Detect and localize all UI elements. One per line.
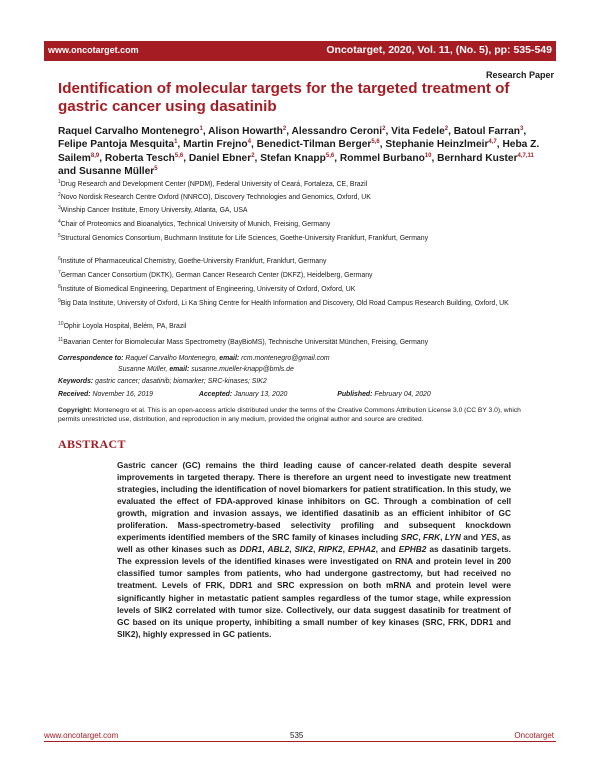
affiliation bbox=[58, 322, 552, 331]
affiliation bbox=[58, 299, 552, 308]
author: Susanne Müller bbox=[78, 166, 155, 178]
gene-name: LYN bbox=[444, 532, 461, 543]
author-affil-ref: 1 bbox=[199, 126, 203, 132]
affiliation bbox=[58, 220, 552, 229]
affiliation bbox=[58, 234, 552, 243]
affiliation-text: Drug Research and Development Center (NPDM), Federal University of Ceará, Fortaleza, CE, Brazil bbox=[60, 181, 368, 188]
accepted-date: January 13, 2020 bbox=[234, 391, 288, 398]
correspondence-label: Correspondence to: bbox=[58, 355, 124, 362]
correspondence-name: Raquel Carvalho Montenegro, bbox=[125, 355, 218, 362]
affiliation-text: Chair of Proteomics and Bioanalytics, Technical University of Munich, Freising, Germany bbox=[60, 221, 331, 228]
gene-name: SIK2 bbox=[294, 544, 313, 555]
author-affil-ref: 2 bbox=[282, 126, 287, 132]
author: Vita Fedele bbox=[391, 126, 445, 137]
affiliation bbox=[58, 338, 552, 347]
affiliation bbox=[58, 257, 552, 266]
affiliation-text: Ophir Loyola Hospital, Belém, PA, Brazil bbox=[63, 323, 187, 330]
keywords-label: Keywords: bbox=[58, 378, 94, 385]
authors-and: and bbox=[58, 166, 77, 178]
author-affil-ref: 4 bbox=[247, 139, 251, 146]
received-label: Received: bbox=[58, 391, 91, 398]
gene-name: ABL2 bbox=[267, 544, 290, 555]
footer-journal-name: Oncotarget bbox=[514, 731, 554, 740]
affiliation-number: 10 bbox=[58, 321, 64, 327]
author: Benedict-Tilman Berger bbox=[256, 139, 372, 151]
author-affil-ref: 2 bbox=[251, 152, 255, 159]
abstract-sep: , bbox=[312, 544, 319, 555]
article-title: Identification of molecular targets for the targeted treatment of gastric cancer using dasatinib bbox=[58, 80, 510, 115]
affiliation-text: Novo Nordisk Research Centre Oxford (NNRCO), Discovery Technologies and Genomics, Oxford, UK bbox=[60, 194, 371, 201]
gene-name: SRC bbox=[400, 532, 419, 543]
affiliation-number: 7 bbox=[58, 270, 61, 276]
abstract-sep: , bbox=[440, 532, 445, 543]
author: Stephanie Heinzlmeir bbox=[385, 139, 489, 151]
affiliation-number: 2 bbox=[58, 192, 61, 198]
correspondence-second bbox=[58, 365, 552, 374]
gene-name: DDR1 bbox=[239, 544, 263, 555]
author: Alessandro Ceroni bbox=[291, 126, 383, 137]
correspondence bbox=[58, 354, 552, 363]
author-affil-ref: 1 bbox=[174, 139, 178, 146]
abstract-sep: , bbox=[262, 544, 268, 555]
author: Heba Z. Sailem bbox=[58, 139, 540, 164]
author-affil-ref: 10 bbox=[424, 152, 432, 159]
affiliation-number: 9 bbox=[58, 298, 61, 304]
author: Roberta Tesch bbox=[104, 152, 175, 164]
affiliation bbox=[58, 285, 552, 294]
gene-name: FRK bbox=[423, 532, 441, 543]
author: Bernhard Kuster bbox=[437, 152, 518, 164]
affiliation bbox=[58, 180, 552, 189]
paper-type-label: Research Paper bbox=[485, 70, 554, 80]
correspondence-email-link[interactable]: susanne.mueller-knapp@bmls.de bbox=[191, 366, 294, 373]
keywords-text: gastric cancer; dasatinib; biomarker; SRC-kinases; SIK2 bbox=[95, 378, 267, 385]
author-affil-ref: 4,7 bbox=[488, 139, 497, 146]
gene-name: EPHB2 bbox=[398, 544, 427, 555]
gene-name: RIPK2 bbox=[318, 544, 343, 555]
author: Martin Frejno bbox=[183, 139, 248, 151]
affiliation bbox=[58, 271, 552, 280]
author-list: Raquel Carvalho Montenegro$^1$, Alison Howarth$^2$, Alessandro Ceroni$^2$, Vita Fedele$^2$, Batoul Farran$^3$, Felipe Pantoja Mesquita$^1$, Martin Frejno$^4$, Benedict-Tilman Berger$^{5,6}$, Stephanie Heinzlmeir$^{4,7}$, Heba Z. Sailem$^{8,9}$, Roberta Tesch$^{5,6}$, Daniel Ebner$^2$, Stefan Knapp$^{5,6}$, Rommel Burbano$^{10}$, Bernhard Kuster$^{4,7,11}$ and Susanne Müller$^5$ bbox=[58, 126, 540, 178]
affiliation-number: 3 bbox=[58, 205, 61, 211]
author-affil-ref: 5,6 bbox=[371, 139, 380, 146]
affiliation-number: 6 bbox=[58, 256, 61, 262]
journal-citation: Oncotarget, 2020, Vol. 11, (No. 5), pp: 535-549 bbox=[326, 44, 552, 56]
copyright-label: Copyright: bbox=[58, 407, 92, 414]
affiliation-text: German Cancer Consortium (DKTK), German Cancer Research Center (DKFZ), Heidelberg, Germany bbox=[60, 272, 373, 279]
abstract-sep: , bbox=[418, 532, 424, 543]
affiliation-number: 1 bbox=[58, 179, 61, 185]
correspondence-name: Susanne Müller, bbox=[118, 366, 168, 373]
abstract-sep: , and bbox=[375, 544, 399, 555]
author-affil-ref: 4,7,11 bbox=[517, 152, 534, 159]
affiliation-text: Institute of Pharmaceutical Chemistry, Goethe-University Frankfurt, Frankfurt, Germany bbox=[60, 258, 327, 265]
published-label: Published: bbox=[337, 391, 373, 398]
author-affil-ref: 5 bbox=[154, 166, 158, 173]
affiliation-number: 8 bbox=[58, 284, 61, 290]
affiliation bbox=[58, 193, 552, 202]
author-affil-ref: 8,9 bbox=[90, 152, 100, 159]
author: Alison Howarth bbox=[208, 126, 283, 137]
affiliation-text: Big Data Institute, University of Oxford, Li Ka Shing Centre for Health Information and Discovery, Old Road Campus Research Building, Oxford, UK bbox=[60, 300, 509, 307]
author: Daniel Ebner bbox=[188, 152, 252, 164]
abstract-sep: , bbox=[289, 544, 295, 555]
published-date: February 04, 2020 bbox=[374, 391, 431, 398]
affiliation-number: 11 bbox=[58, 337, 64, 343]
journal-url-link[interactable]: www.oncotarget.com bbox=[48, 45, 139, 55]
author-affil-ref: 3 bbox=[519, 126, 524, 132]
abstract-text: as dasatinib targets. The expression levels of the identified kinases were investigated on RNA and protein level in 200 classified tumor samples from patients, who had undergone gastrectomy, but had received no treatment. Levels of FRK, DDR1 and SRC expression on both mRNA and protein level were significantly higher in metastatic patient samples regardless of the tumor stage, while expression levels of SIK2 correlated with tumor size. Collectively, our data suggest dasatinib for treatment of GC based on its unique property, inhibiting a small number of key kinases (SRC, FRK, DDR1 and SIK2), highly expressed in GC patients. bbox=[117, 544, 511, 639]
author: Rommel Burbano bbox=[339, 152, 425, 164]
author-affil-ref: 5,6 bbox=[325, 152, 335, 159]
abstract-sep: , as well as other kinases such as bbox=[117, 532, 511, 555]
copyright-notice bbox=[58, 407, 538, 424]
article-dates bbox=[58, 390, 552, 399]
keywords bbox=[58, 377, 552, 386]
journal-header-bar bbox=[44, 41, 556, 61]
accepted-label: Accepted: bbox=[198, 391, 233, 398]
affiliation bbox=[58, 206, 552, 215]
abstract-body bbox=[117, 459, 511, 640]
abstract-heading: ABSTRACT bbox=[58, 437, 126, 451]
affiliation-text: Bavarian Center for Biomolecular Mass Spectrometry (BayBioMS), Technische Universität München, Freising, Germany bbox=[63, 339, 429, 346]
abstract-sep: , bbox=[342, 544, 348, 555]
received-date: November 16, 2019 bbox=[92, 391, 154, 398]
author-affil-ref: 2 bbox=[444, 126, 449, 132]
correspondence-email-link[interactable]: rcm.montenegro@gmail.com bbox=[241, 355, 330, 362]
author-affil-ref: 5,6 bbox=[174, 152, 184, 159]
email-label: email: bbox=[169, 366, 190, 373]
author: Felipe Pantoja Mesquita bbox=[58, 139, 175, 151]
email-label: email: bbox=[219, 355, 240, 362]
footer-divider bbox=[44, 741, 556, 742]
author-affil-ref: 2 bbox=[382, 126, 386, 132]
abstract-text: Gastric cancer (GC) remains the third leading cause of cancer-related death despite several improvements in targeted therapy. There is therefore an urgent need to investigate new treatment strategies, including the identification of novel biomarkers for patient stratification. In this study, we evaluated the effect of FDA-approved kinase inhibitors on GC. Through a combination of cell growth, migration and invasion assays, we identified dasatinib as an efficient inhibitor of GC proliferation. Mass-spectrometry-based selectivity profiling and subsequent knockdown experiments identified members of the SRC family of kinases including bbox=[117, 460, 512, 543]
author: Batoul Farran bbox=[453, 126, 520, 137]
affiliation-text: Structural Genomics Consortium, Buchmann Institute for Life Sciences, Goethe-University Frankfurt, Frankfurt, Germany bbox=[60, 235, 429, 242]
footer-url-link[interactable]: www.oncotarget.com bbox=[44, 731, 119, 740]
affiliation-text: Winship Cancer Institute, Emory University, Atlanta, GA, USA bbox=[60, 207, 248, 214]
affiliation-number: 4 bbox=[58, 219, 61, 225]
gene-name: EPHA2 bbox=[347, 544, 376, 555]
affiliation-number: 5 bbox=[58, 233, 61, 239]
copyright-text: Montenegro et al. This is an open-access article distributed under the terms of the Creative Commons Attribution License 3.0 (CC BY 3.0), which permits unrestricted use, distribution, and reproduction in any medium, provided the original author and source are credited. bbox=[58, 407, 521, 423]
page-number: 535 bbox=[290, 731, 304, 740]
affiliation-text: Institute of Biomedical Engineering, Department of Engineering, University of Oxford, Oxford, UK bbox=[60, 286, 356, 293]
gene-name: YES bbox=[480, 532, 498, 543]
author: Raquel Carvalho Montenegro bbox=[58, 126, 200, 137]
abstract-sep: and bbox=[460, 532, 481, 543]
author: Stefan Knapp bbox=[260, 152, 326, 164]
